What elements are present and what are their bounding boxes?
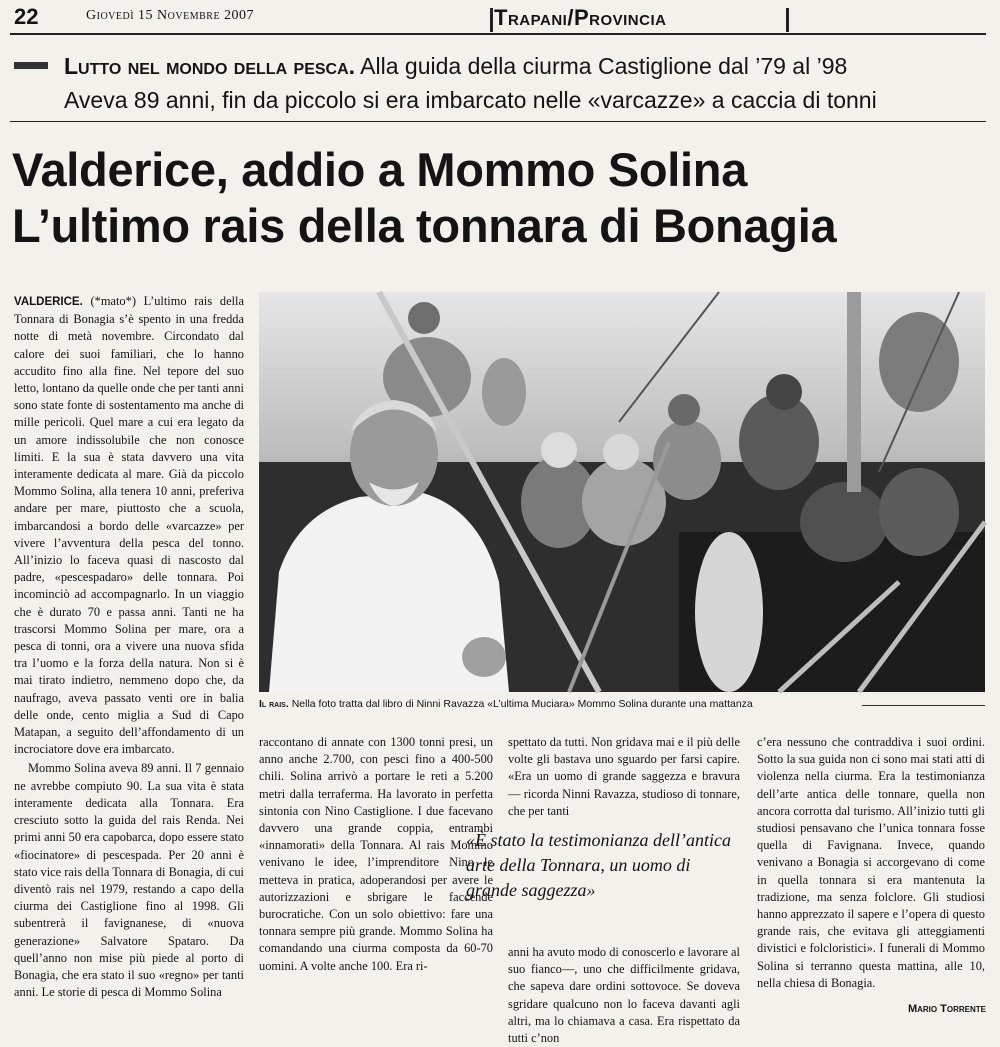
headline-line-1: Valderice, addio a Mommo Solina — [12, 143, 748, 196]
page-number: 22 — [14, 4, 39, 29]
dateline: VALDERICE. — [14, 296, 83, 308]
paragraph-1: (*mato*) L’ultimo rais della Tonnara di Bonagia s’è spento in una fredda notte di metà novembre. Circondato dal calore dei suoi familiari, che lo hanno accudito fino alla fine. Nel tepore del suo letto, lontano da quelle onde che per tanti anni sono state fonte di sostentamento ma anche di mille pericoli. Quel mare a cui era legato da un amore indissolubile che non conosce limiti. E la sua è stata davvero una vita interamente dedicata al mare. Già da piccolo Mommo Solina, alla tenera 10 anni, preferiva andare per mare, piuttosto che a scuola, imbarcandosi a bordo delle «varcazze» per vivere l’avventura della pesca del tonno. All’inizio lo faceva quasi di nascosto dal padre, «pescespadaro» delle tonnara. Poi incominciò ad accompagnarlo. In un viaggio che è durato 70 e passa anni. Tanti ne ha trascorsi Mommo Solina per mare, ora a pesca di tonni, ora a vivere una nuova sfida tra l’uomo e la forza della natura. Non si è mai tirato indietro, nemmeno dopo che, da naufrago, aveva passato venti ore in balia delle onde, cento miglia a Sud di Capo Matapan, a seguito dell’affondamento di un incrociatore dove era imbarcato. — [14, 294, 244, 757]
article-column-3-bottom: anni ha avuto modo di conoscerlo e lavorare al suo fianco—, uno che difficilmente gridava, che sapeva dare ordini sottovoce. Se doveva sgridare qualcuno non lo faceva davanti agli altri, ma lo chiamava a casa. Era rispettato da tutti c’non — [508, 945, 740, 1046]
mattanza-photo — [259, 292, 985, 692]
kicker-line-1 — [64, 51, 847, 81]
issue-date: Giovedì 15 Novembre 2007 — [86, 8, 255, 23]
header-rule — [10, 33, 986, 35]
section-title: Trapani/Provincia — [494, 5, 667, 30]
article-column-1 — [14, 293, 244, 1021]
section-divider-left — [490, 8, 493, 32]
article-column-3-top: spettato da tutti. Non gridava mai e il più delle volte gli bastava uno sguardo per farsi capire. «Era un uomo di grande saggezza e bravura — ricorda Ninni Ravazza, studioso di tonnare, che per tanti — [508, 735, 740, 818]
photo-caption — [259, 698, 985, 710]
article-photo — [259, 292, 985, 692]
kicker-text: Alla guida della ciurma Castiglione dal ’79 al ’98 — [360, 53, 848, 79]
kicker-dash — [14, 62, 48, 69]
caption-label: Il rais. — [259, 698, 289, 710]
caption-text: Nella foto tratta dal libro di Ninni Ravazza «L’ultima Muciara» Mommo Solina durante una mattanza — [291, 698, 753, 710]
headline — [12, 142, 992, 254]
paragraph-2: Mommo Solina aveva 89 anni. Il 7 gennaio ne avrebbe compiuto 90. La sua vita è stata interamente dedicata alla Tonnara. Era cresciuto sotto la guida del rais Renda. Nei primi anni 50 era capobarca, dopo essere stato «fiocinatore» di pescespada. Per 20 anni è stato vice rais della Tonnara di Bonagia, di cui diventò rais nel 1979, restando a capo della ciurma dei Castiglione fino al 1998. Gli subentrerà il favignanese, di «nuova generazione» Salvatore Spataro. Da quell’anno non mise più piede al porto di Bonagia, che era stato il suo «regno» per tanti anni. Le storie di pesca di Mommo Solina — [14, 761, 244, 1000]
kicker-line-2: Aveva 89 anni, fin da piccolo si era imbarcato nelle «varcazze» a caccia di tonni — [64, 87, 877, 113]
byline: Mario Torrente — [907, 1003, 986, 1015]
article-column-4: c’era nessuno che contraddiva i suoi ordini. Sotto la sua guida non ci sono mai stati atti di violenza nella ciurma. Era la testimonianza dell’arte antica delle tonnare, quella non ancora corrotta dal turismo. All’inizio tutti gli studiosi pensavano che l’unica tonnara fosse quella di Favignana. Invece, quando venivano a Bonagia si accorgevano di come in quella tonnara si era mantenuta la tradizione, ma senza folclore. Gli studiosi hanno apprezzato il sapere e l’opera di questo grande rais, che evitava gli atteggiamenti divistici e folcloristici». I funerali di Mommo Solina si terranno questa mattina, alle 10, nella chiesa di Bonagia. — [757, 735, 985, 990]
kicker-rule — [10, 121, 986, 122]
pull-quote: «È stato la testimonianza dell’antica arte della Tonnara, un uomo di grande saggezza» — [466, 830, 731, 900]
kicker-label: Lutto nel mondo della pesca. — [64, 53, 356, 79]
headline-line-2: L’ultimo rais della tonnara di Bonagia — [12, 199, 837, 252]
section-divider-right — [786, 8, 789, 32]
caption-rule — [862, 705, 985, 706]
article-column-2: raccontano di annate con 1300 tonni presi, un anno anche 2.700, con pesci fino a 400-500 chili. Solina arrivò a portare le reti a 5.200 metri dalla terraferma. Ha lavorato in perfetta sintonia con Nino Castiglione. I due facevano davvero una grande coppia, entrambi «innamorati» della Tonnara. Al rais Mommo venivano le idee, l’imprenditore Nino le metteva in pratica, adoperandosi per avere le autorizzazioni e sbrigare le faccende burocratiche. Con un solo obiettivo: fare una tonnara sempre più grande. Mommo Solina ha comandando una ciurma composta da 60-70 uomini. A volte anche 100. Era ri- — [259, 735, 493, 973]
